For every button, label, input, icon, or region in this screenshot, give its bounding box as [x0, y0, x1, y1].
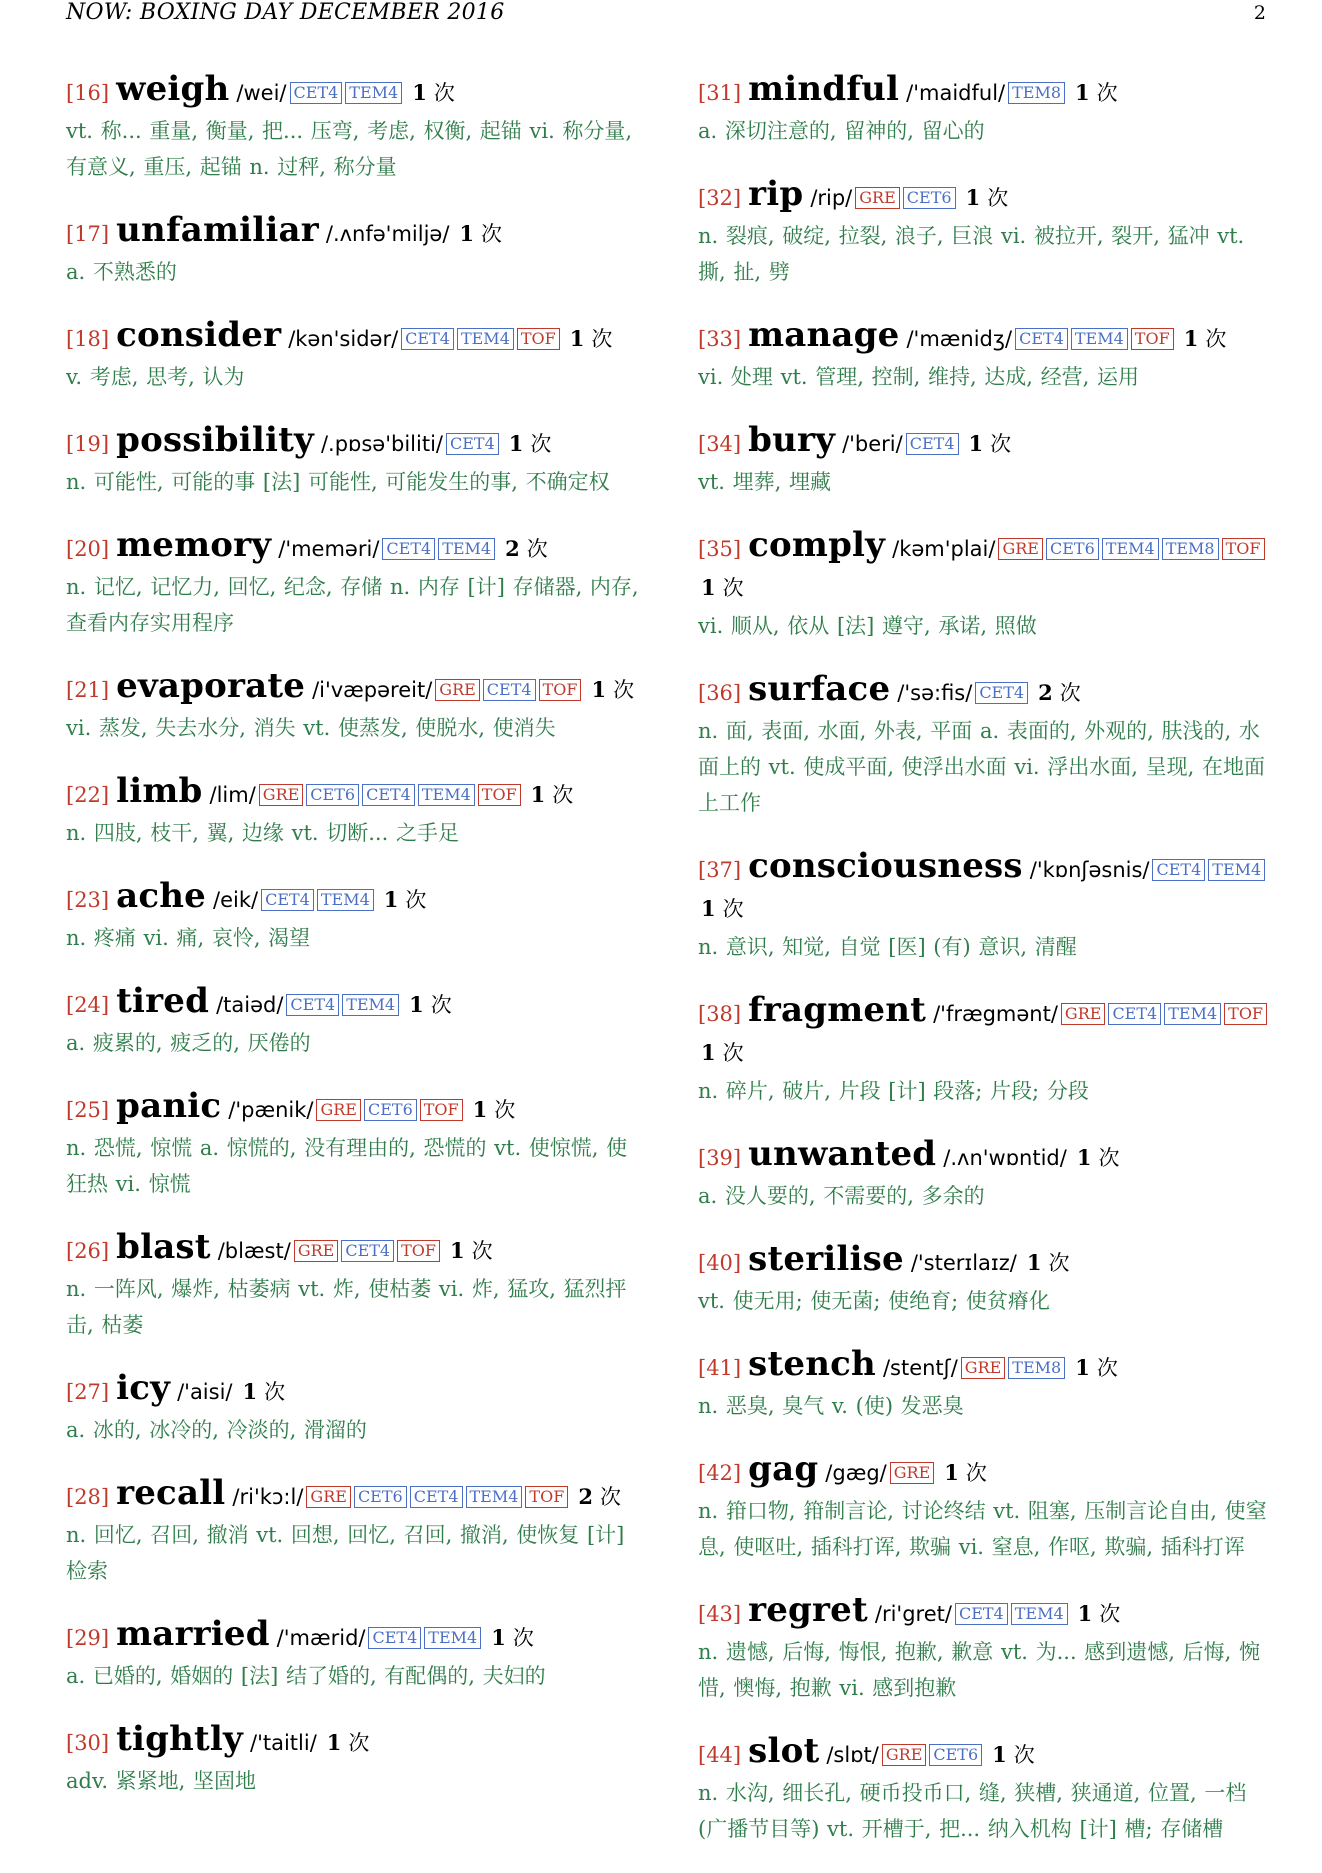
entry-word: tired	[116, 981, 210, 1021]
occurrence-unit: 次	[1099, 1602, 1121, 1626]
exam-tag-badge: TOF	[517, 328, 560, 350]
entry-index: [43]	[698, 1602, 742, 1626]
entry-index: [24]	[66, 993, 110, 1017]
entry-index: [29]	[66, 1626, 110, 1650]
vocab-entry	[66, 667, 641, 746]
occurrence-unit: 次	[591, 327, 613, 351]
exam-tag-badge: TOF	[1131, 328, 1174, 350]
occurrence-count: 1	[450, 1238, 465, 1263]
entry-definition: n. 回忆, 召回, 撤消 vt. 回想, 回忆, 召回, 撤消, 使恢复 [计] 检索	[66, 1523, 625, 1583]
occurrence-unit: 次	[430, 993, 452, 1017]
entry-pronunciation: /taiəd/	[216, 993, 284, 1017]
entry-headline	[66, 211, 641, 254]
entry-word: mindful	[748, 69, 900, 109]
entry-definition: adv. 紧紧地, 坚固地	[66, 1769, 257, 1793]
entry-word: blast	[116, 1227, 211, 1267]
entry-headline	[66, 70, 641, 113]
entry-word: gag	[748, 1449, 819, 1489]
exam-tag-badge: GRE	[890, 1462, 935, 1484]
exam-tag-badge: TOF	[397, 1240, 440, 1262]
occurrence-unit: 次	[722, 1041, 744, 1065]
occurrence-count: 1	[491, 1625, 506, 1650]
entry-headline	[698, 421, 1270, 464]
occurrence-count: 1	[965, 185, 981, 210]
entry-headline	[698, 526, 1270, 608]
exam-tag-badge: CET6	[354, 1486, 407, 1508]
entry-pronunciation: /'beri/	[842, 432, 903, 456]
entry-definition: n. 一阵风, 爆炸, 枯萎病 vt. 炸, 使枯萎 vi. 炸, 猛攻, 猛烈抨击, 枯萎	[66, 1277, 627, 1337]
exam-tag-badge: GRE	[882, 1744, 927, 1766]
vocab-entry	[698, 1240, 1270, 1319]
entry-pronunciation: /'sə:fis/	[897, 681, 973, 705]
entry-definition: n. 恐慌, 惊慌 a. 惊慌的, 没有理由的, 恐慌的 vt. 使惊慌, 使狂热 vi. 惊慌	[66, 1136, 628, 1196]
entry-word: rip	[748, 174, 804, 214]
vocab-entry	[698, 526, 1270, 644]
exam-tag-badge: CET4	[286, 994, 339, 1016]
occurrence-unit: 次	[481, 222, 503, 246]
exam-tag-badge: CET4	[290, 82, 343, 104]
entry-definition: vi. 蒸发, 失去水分, 消失 vt. 使蒸发, 使脱水, 使消失	[66, 716, 556, 740]
occurrence-unit: 次	[405, 888, 427, 912]
entry-pronunciation: /kəm'plai/	[892, 537, 996, 561]
entry-headline	[698, 1591, 1270, 1634]
entry-headline	[698, 70, 1270, 113]
vocab-entry	[698, 1732, 1270, 1847]
exam-tag-badge: CET6	[306, 784, 359, 806]
entry-word: consciousness	[748, 846, 1023, 886]
right-column	[698, 70, 1270, 1873]
exam-tag-badge: GRE	[316, 1099, 361, 1121]
entry-definition: n. 意识, 知觉, 自觉 [医] (有) 意识, 清醒	[698, 935, 1077, 959]
entry-index: [17]	[66, 222, 110, 246]
entry-pronunciation: /'maidful/	[906, 81, 1006, 105]
entry-index: [30]	[66, 1731, 110, 1755]
entry-word: icy	[116, 1368, 171, 1408]
occurrence-unit: 次	[965, 1461, 987, 1485]
exam-tag-badge: TEM4	[424, 1627, 481, 1649]
entry-index: [19]	[66, 432, 110, 456]
occurrence-unit: 次	[613, 678, 635, 702]
entry-pronunciation: /blæst/	[217, 1239, 291, 1263]
vocab-entry	[698, 670, 1270, 821]
vocab-entry	[66, 526, 641, 641]
occurrence-count: 1	[701, 575, 716, 600]
entry-index: [27]	[66, 1380, 110, 1404]
entry-pronunciation: /slɒt/	[826, 1743, 879, 1767]
entry-pronunciation: /.ʌnfə'miljə/	[325, 222, 450, 246]
entry-definition: a. 没人要的, 不需要的, 多余的	[698, 1184, 985, 1208]
occurrence-count: 1	[383, 887, 399, 912]
entry-definition: vi. 处理 vt. 管理, 控制, 维持, 达成, 经营, 运用	[698, 365, 1140, 389]
occurrence-count: 1	[992, 1742, 1007, 1767]
vocab-entry	[66, 1369, 641, 1448]
vocab-entry	[66, 877, 641, 956]
entry-definition: n. 四肢, 枝干, 翼, 边缘 vt. 切断... 之手足	[66, 821, 459, 845]
entry-headline	[66, 982, 641, 1025]
exam-tag-badge: TOF	[539, 679, 582, 701]
entry-pronunciation: /'sterɪlaɪz/	[910, 1251, 1017, 1275]
entry-headline	[698, 1450, 1270, 1493]
entry-definition: vt. 埋葬, 埋藏	[698, 470, 832, 494]
occurrence-count: 1	[591, 677, 607, 702]
occurrence-unit: 次	[1048, 1251, 1070, 1275]
exam-tag-badge: TOF	[1224, 1003, 1267, 1025]
vocab-entry	[698, 316, 1270, 395]
occurrence-count: 1	[569, 326, 585, 351]
vocab-entry	[698, 175, 1270, 290]
exam-tag-badge: CET4	[1015, 328, 1068, 350]
entry-index: [40]	[698, 1251, 742, 1275]
exam-tag-badge: GRE	[306, 1486, 351, 1508]
entry-pronunciation: /kən'sidər/	[288, 327, 399, 351]
entry-word: fragment	[748, 990, 927, 1030]
entry-word: sterilise	[748, 1239, 904, 1279]
entry-definition: a. 疲累的, 疲乏的, 厌倦的	[66, 1031, 311, 1055]
entry-index: [44]	[698, 1743, 742, 1767]
occurrence-count: 1	[1076, 1145, 1092, 1170]
occurrence-unit: 次	[1096, 81, 1118, 105]
entry-word: bury	[748, 420, 836, 460]
vocab-entry	[698, 421, 1270, 500]
entry-word: memory	[116, 525, 272, 565]
occurrence-unit: 次	[494, 1098, 516, 1122]
vocab-entry	[698, 70, 1270, 149]
entry-headline	[66, 421, 641, 464]
exam-tag-badge: TEM4	[317, 889, 374, 911]
occurrence-unit: 次	[552, 783, 574, 807]
page-header	[66, 0, 1266, 26]
exam-tag-badge: CET4	[1152, 859, 1205, 881]
exam-tag-badge: GRE	[961, 1357, 1006, 1379]
entry-word: comply	[748, 525, 886, 565]
occurrence-unit: 次	[433, 81, 455, 105]
entry-pronunciation: /'mærid/	[276, 1626, 366, 1650]
occurrence-count: 1	[1075, 1355, 1090, 1380]
entry-headline	[66, 667, 641, 710]
entry-word: recall	[116, 1473, 226, 1513]
exam-tag-badge: CET4	[341, 1240, 394, 1262]
exam-tag-badge: CET4	[368, 1627, 421, 1649]
occurrence-unit: 次	[599, 1485, 621, 1509]
occurrence-count: 1	[409, 992, 424, 1017]
occurrence-count: 1	[472, 1097, 488, 1122]
entry-headline	[698, 991, 1270, 1073]
entry-pronunciation: /'pænik/	[228, 1098, 314, 1122]
entry-headline	[66, 1369, 641, 1412]
entry-pronunciation: /.pɒsə'biliti/	[320, 432, 443, 456]
entry-word: unfamiliar	[116, 210, 319, 250]
entry-pronunciation: /eik/	[213, 888, 259, 912]
entry-headline	[66, 772, 641, 815]
entry-index: [18]	[66, 327, 110, 351]
entry-definition: n. 可能性, 可能的事 [法] 可能性, 可能发生的事, 不确定权	[66, 470, 610, 494]
entry-index: [33]	[698, 327, 742, 351]
entry-pronunciation: /'taitli/	[250, 1731, 317, 1755]
entry-index: [26]	[66, 1239, 110, 1263]
entry-pronunciation: /i'væpəreit/	[312, 678, 433, 702]
entry-definition: a. 深切注意的, 留神的, 留心的	[698, 119, 985, 143]
occurrence-unit: 次	[530, 432, 552, 456]
vocab-entry	[698, 847, 1270, 965]
occurrence-count: 1	[701, 1040, 716, 1065]
entry-word: manage	[748, 315, 900, 355]
occurrence-unit: 次	[471, 1239, 493, 1263]
occurrence-unit: 次	[348, 1731, 370, 1755]
entry-index: [34]	[698, 432, 742, 456]
exam-tag-badge: GRE	[855, 187, 900, 209]
exam-tag-badge: TEM4	[1071, 328, 1128, 350]
exam-tag-badge: TEM4	[1164, 1003, 1221, 1025]
occurrence-count: 1	[1075, 80, 1090, 105]
entry-word: evaporate	[116, 666, 306, 706]
occurrence-unit: 次	[1096, 1356, 1118, 1380]
occurrence-unit: 次	[722, 897, 744, 921]
entry-index: [41]	[698, 1356, 742, 1380]
entry-definition: n. 恶臭, 臭气 v. (使) 发恶臭	[698, 1394, 964, 1418]
entry-index: [22]	[66, 783, 110, 807]
entry-pronunciation: /'kɒnʃəsnis/	[1029, 858, 1150, 882]
exam-tag-badge: TEM4	[457, 328, 514, 350]
entry-index: [16]	[66, 81, 110, 105]
entry-pronunciation: /lim/	[209, 783, 256, 807]
occurrence-count: 1	[1183, 326, 1199, 351]
exam-tag-badge: TEM4	[345, 82, 402, 104]
exam-tag-badge: TOF	[420, 1099, 463, 1121]
exam-tag-badge: CET4	[362, 784, 415, 806]
entry-word: slot	[748, 1731, 820, 1771]
occurrence-count: 2	[578, 1484, 593, 1509]
entry-headline	[66, 1228, 641, 1271]
page-number: 2	[1253, 2, 1266, 24]
entry-word: ache	[116, 876, 206, 916]
entry-index: [38]	[698, 1002, 742, 1026]
exam-tag-badge: TEM4	[438, 538, 495, 560]
exam-tag-badge: CET4	[401, 328, 454, 350]
exam-tag-badge: GRE	[435, 679, 480, 701]
vocab-entry	[66, 1474, 641, 1589]
entry-word: surface	[748, 669, 891, 709]
entry-definition: n. 记忆, 记忆力, 回忆, 纪念, 存储 n. 内存 [计] 存储器, 内存, 查看内存实用程序	[66, 575, 639, 635]
entry-pronunciation: /'frægmənt/	[933, 1002, 1058, 1026]
entry-headline	[66, 1087, 641, 1130]
entry-definition: n. 裂痕, 破绽, 拉裂, 浪子, 巨浪 vi. 被拉开, 裂开, 猛冲 vt. 撕, 扯, 劈	[698, 224, 1245, 284]
entry-word: stench	[748, 1344, 876, 1384]
entry-word: married	[116, 1614, 270, 1654]
entry-definition: n. 箝口物, 箝制言论, 讨论终结 vt. 阻塞, 压制言论自由, 使窒息, 使呕吐, 插科打诨, 欺骗 vi. 窒息, 作呕, 欺骗, 插科打诨	[698, 1499, 1267, 1559]
exam-tag-badge: TEM4	[466, 1486, 523, 1508]
exam-tag-badge: CET4	[483, 679, 536, 701]
entry-definition: vt. 使无用; 使无菌; 使绝育; 使贫瘠化	[698, 1289, 1050, 1313]
vocab-entry	[66, 982, 641, 1061]
entry-headline	[698, 1345, 1270, 1388]
entry-headline	[66, 1474, 641, 1517]
entry-headline	[66, 1615, 641, 1658]
entry-word: possibility	[116, 420, 314, 460]
entry-definition: n. 疼痛 vi. 痛, 哀怜, 渴望	[66, 926, 311, 950]
entry-headline	[66, 877, 641, 920]
vocab-entry	[698, 1135, 1270, 1214]
occurrence-unit: 次	[990, 432, 1012, 456]
exam-tag-badge: TEM8	[1162, 538, 1219, 560]
vocab-entry	[66, 316, 641, 395]
occurrence-count: 1	[530, 782, 546, 807]
exam-tag-badge: CET4	[410, 1486, 463, 1508]
exam-tag-badge: TEM4	[342, 994, 399, 1016]
entry-index: [39]	[698, 1146, 742, 1170]
occurrence-unit: 次	[1059, 681, 1081, 705]
entry-word: weigh	[116, 69, 230, 109]
entry-pronunciation: /'meməri/	[278, 537, 380, 561]
entry-pronunciation: /rip/	[810, 186, 853, 210]
exam-tag-badge: CET4	[906, 433, 959, 455]
entry-headline	[66, 1720, 641, 1763]
entry-definition: vi. 顺从, 依从 [法] 遵守, 承诺, 照做	[698, 614, 1037, 638]
entry-headline	[698, 1135, 1270, 1178]
exam-tag-badge: CET4	[955, 1603, 1008, 1625]
exam-tag-badge: TEM8	[1008, 1357, 1065, 1379]
entry-definition: a. 冰的, 冰冷的, 冷淡的, 滑溜的	[66, 1418, 367, 1442]
entry-headline	[698, 847, 1270, 929]
exam-tag-badge: CET6	[929, 1744, 982, 1766]
occurrence-count: 1	[412, 80, 427, 105]
entry-index: [21]	[66, 678, 110, 702]
entry-definition: vt. 称... 重量, 衡量, 把... 压弯, 考虑, 权衡, 起锚 vi. 称分量, 有意义, 重压, 起锚 n. 过秤, 称分量	[66, 119, 633, 179]
vocab-entry	[66, 1720, 641, 1799]
vocab-entry	[66, 211, 641, 290]
entry-index: [31]	[698, 81, 742, 105]
exam-tag-badge: TEM4	[418, 784, 475, 806]
exam-tag-badge: TEM4	[1208, 859, 1265, 881]
exam-tag-badge: TEM8	[1008, 82, 1065, 104]
vocab-entry	[698, 1345, 1270, 1424]
occurrence-count: 2	[1038, 680, 1053, 705]
header-title: NOW: BOXING DAY DECEMBER 2016	[66, 0, 505, 25]
vocab-entry	[66, 1228, 641, 1343]
vocab-entry	[66, 421, 641, 500]
exam-tag-badge: TOF	[478, 784, 521, 806]
exam-tag-badge: TEM4	[1102, 538, 1159, 560]
occurrence-count: 1	[242, 1379, 258, 1404]
entry-definition: a. 已婚的, 婚姻的 [法] 结了婚的, 有配偶的, 夫妇的	[66, 1664, 546, 1688]
entry-index: [23]	[66, 888, 110, 912]
entry-headline	[698, 1732, 1270, 1775]
exam-tag-badge: GRE	[1061, 1003, 1106, 1025]
entry-headline	[698, 175, 1270, 218]
vocab-entry	[698, 1450, 1270, 1565]
occurrence-count: 1	[459, 221, 475, 246]
entry-pronunciation: /.ʌn'wɒntid/	[943, 1146, 1067, 1170]
exam-tag-badge: GRE	[998, 538, 1043, 560]
entry-pronunciation: /wei/	[236, 81, 287, 105]
entry-headline	[698, 316, 1270, 359]
vocab-entry	[66, 772, 641, 851]
occurrence-unit: 次	[512, 1626, 534, 1650]
entry-pronunciation: /ri'kɔ:l/	[232, 1485, 304, 1509]
entry-headline	[66, 316, 641, 359]
exam-tag-badge: CET4	[1108, 1003, 1161, 1025]
entry-word: tightly	[116, 1719, 244, 1759]
occurrence-unit: 次	[1205, 327, 1227, 351]
exam-tag-badge: CET6	[364, 1099, 417, 1121]
entry-definition: n. 遗憾, 后悔, 悔恨, 抱歉, 歉意 vt. 为... 感到遗憾, 后悔, 惋惜, 懊悔, 抱歉 vi. 感到抱歉	[698, 1640, 1261, 1700]
vocab-entry	[698, 991, 1270, 1109]
vocab-entry	[66, 70, 641, 185]
occurrence-count: 1	[701, 896, 716, 921]
entry-index: [42]	[698, 1461, 742, 1485]
exam-tag-badge: CET6	[1046, 538, 1099, 560]
occurrence-count: 1	[944, 1460, 959, 1485]
entry-pronunciation: /gæg/	[825, 1461, 887, 1485]
entry-index: [35]	[698, 537, 742, 561]
entry-pronunciation: /ri'gret/	[874, 1602, 952, 1626]
entry-definition: n. 面, 表面, 水面, 外表, 平面 a. 表面的, 外观的, 肤浅的, 水面上的 vt. 使成平面, 使浮出水面 vi. 浮出水面, 呈现, 在地面上工作	[698, 719, 1265, 815]
occurrence-unit: 次	[722, 576, 744, 600]
exam-tag-badge: CET4	[382, 538, 435, 560]
occurrence-unit: 次	[987, 186, 1009, 210]
occurrence-count: 2	[505, 536, 520, 561]
left-column	[66, 70, 641, 1825]
exam-tag-badge: CET4	[261, 889, 314, 911]
entry-index: [37]	[698, 858, 742, 882]
entry-headline	[66, 526, 641, 569]
occurrence-unit: 次	[264, 1380, 286, 1404]
entry-definition: v. 考虑, 思考, 认为	[66, 365, 245, 389]
entry-pronunciation: /'mænidʒ/	[906, 327, 1013, 351]
entry-index: [36]	[698, 681, 742, 705]
entry-index: [28]	[66, 1485, 110, 1509]
exam-tag-badge: TEM4	[1011, 1603, 1068, 1625]
entry-pronunciation: /'aisi/	[177, 1380, 233, 1404]
occurrence-unit: 次	[526, 537, 548, 561]
exam-tag-badge: CET6	[903, 187, 956, 209]
entry-word: regret	[748, 1590, 868, 1630]
exam-tag-badge: TOF	[525, 1486, 568, 1508]
entry-index: [25]	[66, 1098, 110, 1122]
entry-index: [20]	[66, 537, 110, 561]
occurrence-unit: 次	[1013, 1743, 1035, 1767]
occurrence-count: 1	[326, 1730, 342, 1755]
exam-tag-badge: CET4	[975, 682, 1028, 704]
occurrence-count: 1	[508, 431, 524, 456]
exam-tag-badge: GRE	[259, 784, 304, 806]
exam-tag-badge: TOF	[1222, 538, 1265, 560]
occurrence-count: 1	[1026, 1250, 1042, 1275]
entry-definition: n. 碎片, 破片, 片段 [计] 段落; 片段; 分段	[698, 1079, 1089, 1103]
exam-tag-badge: CET4	[446, 433, 499, 455]
entry-headline	[698, 670, 1270, 713]
occurrence-count: 1	[1077, 1601, 1093, 1626]
occurrence-count: 1	[968, 431, 984, 456]
entry-definition: a. 不熟悉的	[66, 260, 177, 284]
entry-word: unwanted	[748, 1134, 937, 1174]
entry-word: consider	[116, 315, 282, 355]
exam-tag-badge: GRE	[294, 1240, 339, 1262]
vocab-entry	[698, 1591, 1270, 1706]
entry-headline	[698, 1240, 1270, 1283]
entry-definition: n. 水沟, 细长孔, 硬币投币口, 缝, 狭槽, 狭通道, 位置, 一档 (广播节目等) vt. 开槽于, 把... 纳入机构 [计] 槽; 存储槽	[698, 1781, 1247, 1841]
vocab-entry	[66, 1087, 641, 1202]
occurrence-unit: 次	[1098, 1146, 1120, 1170]
entry-word: panic	[116, 1086, 222, 1126]
vocab-entry	[66, 1615, 641, 1694]
entry-pronunciation: /stentʃ/	[882, 1356, 958, 1380]
entry-word: limb	[116, 771, 203, 811]
entry-index: [32]	[698, 186, 742, 210]
